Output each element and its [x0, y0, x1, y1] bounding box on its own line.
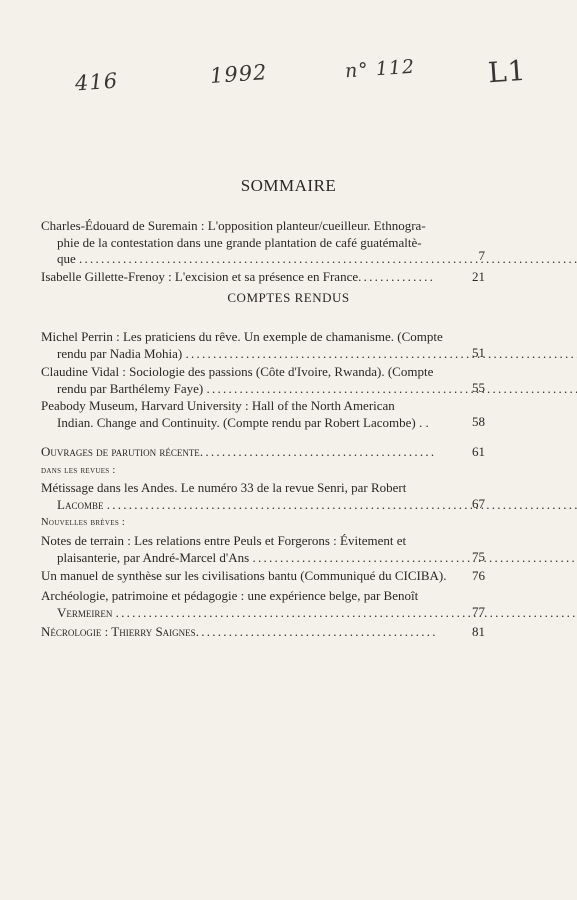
leader-dots: [358, 269, 436, 286]
leader-dots: [107, 497, 577, 512]
toc-entry-text: plaisanterie, par André-Marcel d'Ans: [57, 549, 250, 565]
section-title: COMPTES RENDUS: [227, 290, 350, 305]
page-number: 67: [472, 496, 485, 511]
page-number: 75: [472, 549, 485, 564]
page-number: 61: [472, 444, 485, 459]
toc-entry-line: Michel Perrin : Les praticiens du rêve. Un exemple de chamanisme. (Compte: [41, 329, 443, 344]
handwritten-note: 1992: [209, 60, 269, 88]
toc-entry-text: rendu par Nadia Mohia): [57, 345, 183, 361]
page-number: 81: [472, 624, 485, 639]
page-number: 58: [472, 414, 485, 429]
toc-entry-line-leader: [41, 497, 436, 514]
leader-dots: [252, 550, 577, 565]
toc-entry-line: Peabody Museum, Harvard University : Hall of the North American: [41, 398, 395, 413]
toc-entry-line-leader: [41, 381, 436, 398]
toc-entry: [41, 533, 436, 566]
toc-entry-line: Notes de terrain : Les relations entre Peuls et Forgerons : Évitement et: [41, 533, 407, 548]
toc-entry: [41, 588, 436, 621]
toc-entry: [41, 568, 447, 585]
toc-entry-text: que: [57, 251, 76, 266]
handwritten-note: L1: [486, 53, 528, 90]
page-number: 51: [472, 345, 485, 360]
toc-entry-text: Nécrologie : Thierry Saignes: [41, 624, 196, 639]
page-number: 7: [478, 248, 485, 263]
toc-entry-text: Vermeiren: [57, 604, 113, 620]
toc-entry-line: Métissage dans les Andes. Le numéro 33 de la revue Senri, par Robert: [41, 480, 407, 495]
toc-entry-text: Lacombe: [57, 496, 104, 512]
toc-entry-line: Claudine Vidal : Sociologie des passions (Côte d'Ivoire, Rwanda). (Compte: [41, 364, 434, 379]
toc-entry: [41, 398, 436, 431]
leader-dots: [200, 444, 436, 461]
toc-entry-line-leader: [41, 269, 436, 286]
toc-entry: [41, 269, 436, 286]
toc-entry-line: Archéologie, patrimoine et pédagogie : une expérience belge, par Benoît: [41, 588, 419, 603]
leader-dots: [116, 605, 577, 620]
page-number: 77: [472, 604, 485, 619]
page-number: 21: [472, 269, 485, 284]
toc-entry-text: Ouvrages de parution récente: [41, 444, 200, 459]
toc-entry-line: phie de la contestation dans une grande plantation de café guatémaltè-: [57, 234, 422, 250]
toc-entry: [41, 218, 436, 268]
section-label: Nouvelles brèves :: [41, 517, 126, 528]
handwritten-note: n° 112: [344, 55, 416, 83]
leader-dots: [206, 381, 577, 396]
toc-entry: [41, 480, 436, 513]
page-number: 55: [472, 380, 485, 395]
toc-entry: [41, 444, 436, 461]
toc-entry-line-leader: [41, 550, 436, 567]
leader-dots: [186, 346, 577, 361]
toc-entry-line-leader: [41, 605, 436, 622]
toc-entry-text: rendu par Barthélemy Faye): [57, 380, 204, 396]
toc-entry-line: Indian. Change and Continuity. (Compte rendu par Robert Lacombe) . .: [57, 414, 429, 430]
page-number: 76: [472, 568, 485, 583]
page-title: SOMMAIRE: [240, 176, 337, 195]
section-label: dans les revues :: [41, 465, 116, 476]
toc-entry-line-leader: [41, 346, 436, 363]
leader-dots: [196, 624, 436, 641]
toc-entry-line-leader: [41, 444, 436, 461]
leader-dots: [79, 251, 577, 266]
toc-entry-line-leader: [41, 251, 436, 268]
toc-entry-line: Un manuel de synthèse sur les civilisations bantu (Communiqué du CICIBA).: [41, 568, 447, 583]
toc-entry-text: Isabelle Gillette-Frenoy : L'excision et sa présence en France: [41, 269, 359, 284]
toc-entry-line: Charles-Édouard de Suremain : L'opposition planteur/cueilleur. Ethnogra-: [41, 218, 426, 233]
toc-entry: [41, 329, 443, 362]
toc-entry: [41, 364, 436, 397]
toc-entry: [41, 624, 436, 641]
handwritten-note: 416: [74, 68, 119, 96]
toc-entry-line-leader: [41, 624, 436, 641]
